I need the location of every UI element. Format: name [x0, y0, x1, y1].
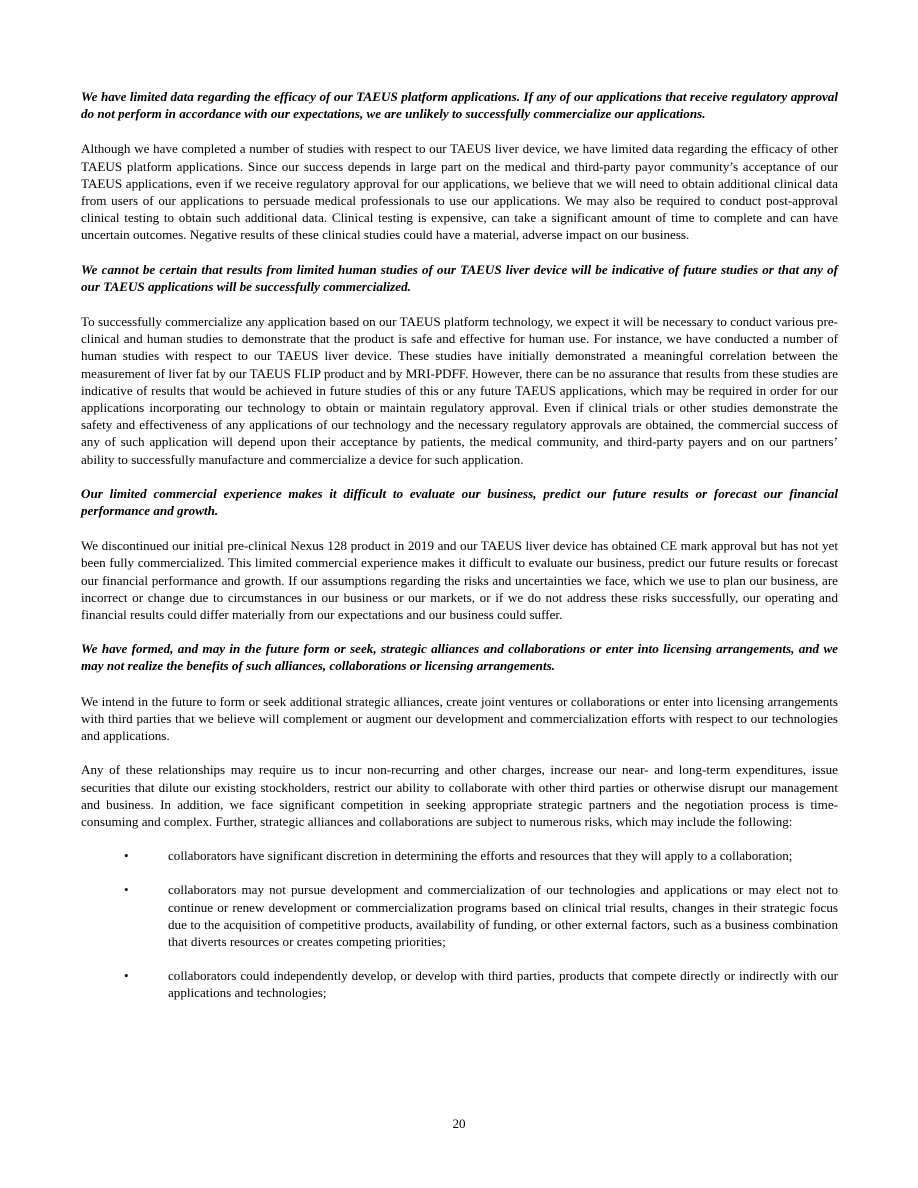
- list-item: [81, 881, 838, 950]
- paragraph-strategic-alliances-intent: We intend in the future to form or seek additional strategic alliances, create joint ventures or collaborations or enter into licensing arrangements with third parties that we believe will complement or augment our development and commercialization efforts with respect to our technologies and applications.: [81, 693, 838, 744]
- paragraph-efficacy: Although we have completed a number of studies with respect to our TAEUS liver device, we have limited data regarding the efficacy of other TAEUS platform applications. Since our success depends in large part on the medical and third-party payor community’s acceptance of our TAEUS applications, even if we receive regulatory approval for our applications, we believe that we will need to obtain additional clinical data from users of our applications to persuade medical professionals to use our applications. We may also be required to conduct post-approval clinical testing to obtain such additional data. Clinical testing is expensive, can take a significant amount of time to complete and can have uncertain outcomes. Negative results of these clinical studies could have a material, adverse impact on our business.: [81, 141, 838, 243]
- section-heading-efficacy: We have limited data regarding the efficacy of our TAEUS platform applications. If any of our applications that receive regulatory approval do not perform in accordance with our expectations, we are unlikely to successfully commercialize our applications.: [81, 89, 838, 122]
- section-heading-human-studies: We cannot be certain that results from limited human studies of our TAEUS liver device will be indicative of future studies or that any of our TAEUS applications will be successfully commercialized.: [81, 261, 838, 294]
- paragraph-commercial-experience: We discontinued our initial pre-clinical Nexus 128 product in 2019 and our TAEUS liver device has obtained CE mark approval but has not yet been fully commercialized. This limited commercial experience makes it difficult to evaluate our business, predict our future results or forecast our financial performance and growth. If our assumptions regarding the risks and uncertainties we face, which we use to plan our business, are incorrect or change due to circumstances in our business or our markets, or if we do not address these risks successfully, our operating and financial results could differ materially from our expectations and our business could suffer.: [81, 538, 838, 623]
- bullet-icon: •: [124, 968, 129, 984]
- section-heading-strategic-alliances: We have formed, and may in the future form or seek, strategic alliances and collaborations or enter into licensing arrangements, and we may not realize the benefits of such alliances, collaborations or licensing arrangements.: [81, 641, 838, 674]
- risk-bullet-list: [81, 847, 838, 1001]
- list-item-text: collaborators have significant discretion in determining the efforts and resources that they will apply to a collaboration;: [168, 848, 793, 864]
- list-item: [81, 967, 838, 1001]
- page-number: 20: [452, 1116, 466, 1131]
- list-item-text: collaborators may not pursue development and commercialization of our technologies and applications or may elect not to continue or renew development or commercialization programs based on clinical trial results, changes in their strategic focus due to the acquisition of competitive products, availability of funding, or other external factors, such as a business combination that diverts resources or creates competing priorities;: [168, 882, 838, 949]
- list-item-text: collaborators could independently develop, or develop with third parties, products that compete directly or indirectly with our applications and technologies;: [168, 968, 838, 1001]
- list-item: [81, 847, 838, 864]
- bullet-icon: •: [124, 882, 129, 898]
- section-heading-commercial-experience: Our limited commercial experience makes it difficult to evaluate our business, predict our future results or forecast our financial performance and growth.: [81, 485, 838, 519]
- paragraph-strategic-alliances-risks: Any of these relationships may require us to incur non-recurring and other charges, increase our near- and long-term expenditures, issue securities that dilute our existing stockholders, restrict our ability to collaborate with other third parties or otherwise disrupt our management and business. In addition, we face significant competition in seeking appropriate strategic partners and the negotiation process is time-consuming and complex. Further, strategic alliances and collaborations are subject to numerous risks, which may include the following:: [81, 762, 838, 829]
- paragraph-human-studies: To successfully commercialize any application based on our TAEUS platform technology, we expect it will be necessary to conduct various pre-clinical and human studies to demonstrate that the product is safe and effective for human use. For instance, we have conducted a number of human studies with respect to our TAEUS liver device. These studies have initially demonstrated a meaningful correlation between the measurement of liver fat by our TAEUS FLIP product and by MRI-PDFF. However, there can be no assurance that results from these studies are indicative of results that would be achieved in future studies of this or any future TAEUS applications, which may be required in order for our applications incorporating our technology to obtain or maintain regulatory approval. Even if clinical trials or other studies demonstrate the safety and effectiveness of any applications of our technology and the necessary regulatory approvals are obtained, the commercial success of any of such application will depend upon their acceptance by patients, the medical community, and third-party payers and on our partners’ ability to successfully manufacture and commercialize a device for such application.: [81, 314, 838, 467]
- document-page: [81, 88, 838, 1019]
- bullet-icon: •: [124, 848, 129, 864]
